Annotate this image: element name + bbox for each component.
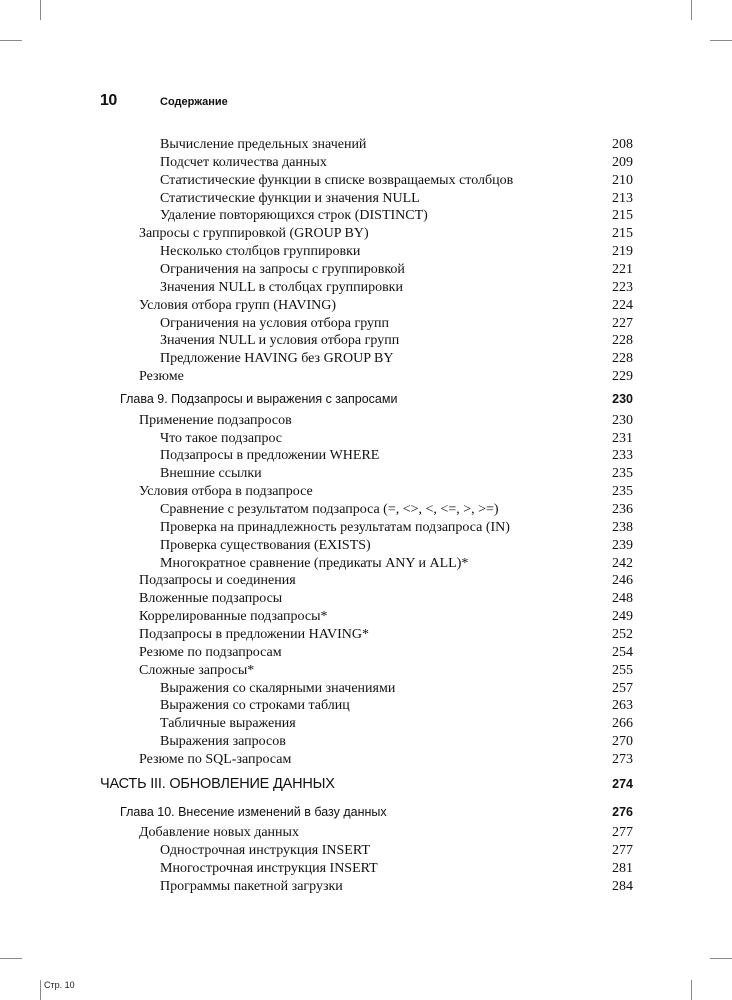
crop-mark — [40, 980, 41, 1000]
toc-row — [0, 190, 732, 208]
toc-row — [0, 279, 732, 297]
toc-entry-title: Проверка на принадлежность результатам подзапроса (IN) — [160, 519, 510, 535]
toc-entry-title: Многократное сравнение (предикаты ANY и ALL)* — [160, 555, 469, 571]
crop-mark — [40, 0, 41, 20]
toc-row — [0, 412, 732, 430]
toc-row — [0, 751, 732, 769]
toc-entry-page: 242 — [612, 555, 633, 571]
toc-entry-title: Резюме — [139, 369, 184, 385]
toc-entry-title: Запросы с группировкой (GROUP BY) — [139, 226, 369, 242]
toc-entry-page: 284 — [612, 879, 633, 894]
toc-row — [0, 297, 732, 315]
toc-entry-page: 230 — [612, 412, 633, 428]
toc-row — [0, 555, 732, 573]
toc-entry-title: Выражения запросов — [160, 734, 286, 750]
toc-entry-page: 230 — [612, 391, 633, 406]
toc-row — [0, 715, 732, 733]
toc-row — [0, 662, 732, 680]
toc-entry-page: 277 — [612, 843, 633, 859]
toc-row — [0, 644, 732, 662]
toc-entry-page: 246 — [612, 573, 633, 589]
crop-mark — [0, 40, 22, 41]
toc-entry-page: 233 — [612, 448, 633, 464]
toc-row — [0, 860, 732, 878]
toc-entry-title: Подсчет количества данных — [160, 154, 327, 170]
toc-row — [0, 733, 732, 751]
toc-entry-title: Резюме по SQL-запросам — [139, 751, 292, 767]
toc-row — [0, 483, 732, 501]
toc-row — [0, 368, 732, 386]
toc-entry-title: Вложенные подзапросы — [139, 591, 283, 607]
toc-chapter-row — [0, 390, 732, 408]
toc-entry-page: 208 — [612, 137, 633, 152]
toc-row — [0, 465, 732, 483]
toc-entry-page: 255 — [612, 662, 633, 678]
toc-entry-title: Предложение HAVING без GROUP BY — [160, 351, 394, 367]
toc-entry-title: Глава 10. Внесение изменений в базу данных — [120, 804, 387, 819]
header-title: Содержание — [160, 96, 228, 108]
toc-entry-title: Статистические функции и значения NULL — [160, 190, 420, 206]
toc-entry-page: 266 — [612, 716, 633, 732]
toc-entry-title: Подзапросы в предложении HAVING* — [139, 626, 370, 642]
toc-row — [0, 350, 732, 368]
toc-entry-title: Значения NULL и условия отбора групп — [160, 333, 400, 349]
toc-entry-title: Значения NULL в столбцах группировки — [160, 279, 403, 295]
toc-row — [0, 626, 732, 644]
toc-entry-page: 231 — [612, 430, 633, 446]
toc-row — [0, 172, 732, 190]
toc-entry-title: Ограничения на условия отбора групп — [160, 315, 389, 331]
toc-entry-page: 276 — [612, 804, 633, 819]
toc-row — [0, 136, 732, 154]
toc-entry-page: 213 — [612, 190, 633, 206]
crop-mark — [0, 958, 22, 959]
toc-entry-page: 227 — [612, 315, 633, 331]
toc-entry-title: Подзапросы в предложении WHERE — [160, 448, 380, 464]
toc-row — [0, 243, 732, 261]
toc-entry-page: 257 — [612, 680, 633, 696]
toc-entry-title: Программы пакетной загрузки — [160, 879, 343, 894]
toc-row — [0, 697, 732, 715]
toc-entry-title: Несколько столбцов группировки — [160, 244, 361, 260]
toc-entry-title: Многострочная инструкция INSERT — [160, 861, 378, 877]
toc-entry-page: 263 — [612, 698, 633, 714]
toc-entry-page: 254 — [612, 644, 633, 660]
toc-entry-page: 236 — [612, 502, 633, 517]
toc-chapter-row — [0, 803, 732, 821]
toc-row — [0, 207, 732, 225]
toc-entry-page: 238 — [612, 519, 633, 535]
toc-row — [0, 572, 732, 590]
toc-entry-title: Коррелированные подзапросы* — [139, 609, 328, 625]
toc-entry-page: 219 — [612, 244, 633, 260]
toc-row — [0, 680, 732, 698]
toc-row — [0, 501, 732, 519]
toc-entry-title: Добавление новых данных — [139, 825, 299, 841]
toc-entry-title: Подзапросы и соединения — [139, 573, 296, 589]
toc-entry-page: 239 — [612, 537, 633, 553]
crop-mark — [691, 980, 692, 1000]
toc-row — [0, 878, 732, 896]
toc-entry-title: Условия отбора групп (HAVING) — [139, 297, 337, 313]
toc-entry-page: 228 — [612, 351, 633, 367]
toc-row — [0, 537, 732, 555]
toc-entry-title: Резюме по подзапросам — [139, 644, 282, 660]
toc-entry-title: Условия отбора в подзапросе — [139, 484, 313, 500]
toc-row — [0, 332, 732, 350]
toc-entry-page: 252 — [612, 626, 633, 642]
running-header — [100, 92, 228, 112]
toc-entry-page: 274 — [612, 776, 633, 791]
toc-row — [0, 590, 732, 608]
toc-entry-title: Удаление повторяющихся строк (DISTINCT) — [160, 208, 428, 224]
toc-entry-page: 277 — [612, 825, 633, 841]
crop-mark — [710, 40, 732, 41]
toc-part-row — [0, 775, 732, 793]
toc-entry-title: Выражения со строками таблиц — [160, 698, 350, 714]
toc-entry-page: 281 — [612, 861, 633, 877]
toc-entry-title: Однострочная инструкция INSERT — [160, 843, 370, 859]
toc-entry-page: 249 — [612, 609, 633, 625]
footer-page-label: Стр. 10 — [44, 980, 75, 990]
crop-mark — [710, 958, 732, 959]
page-number: 10 — [100, 92, 117, 109]
toc-entry-title: Статистические функции в списке возвращаемых столбцов — [160, 172, 514, 188]
toc-entry-title: Ограничения на запросы с группировкой — [160, 261, 405, 277]
toc-entry-title: Применение подзапросов — [139, 412, 292, 428]
toc-row — [0, 261, 732, 279]
toc-entry-page: 210 — [612, 172, 633, 188]
toc-entry-title: ЧАСТЬ III. ОБНОВЛЕНИЕ ДАННЫХ — [100, 775, 335, 792]
toc-entry-page: 224 — [612, 297, 633, 313]
toc-entry-title: Внешние ссылки — [160, 466, 262, 482]
toc-entry-title: Вычисление предельных значений — [160, 137, 367, 152]
toc-entry-page: 235 — [612, 484, 633, 500]
toc-entry-title: Сложные запросы* — [139, 662, 255, 678]
toc-row — [0, 447, 732, 465]
toc-entry-page: 248 — [612, 591, 633, 607]
toc-row — [0, 154, 732, 172]
toc-entry-page: 273 — [612, 751, 633, 767]
toc-entry-title: Что такое подзапрос — [160, 430, 283, 446]
toc-row — [0, 430, 732, 448]
toc-row — [0, 315, 732, 333]
toc-entry-page: 235 — [612, 466, 633, 482]
toc-entry-title: Табличные выражения — [160, 716, 296, 732]
toc-entry-page: 215 — [612, 226, 633, 242]
toc-entry-title: Выражения со скалярными значениями — [160, 680, 396, 696]
toc-row — [0, 608, 732, 626]
toc-entry-page: 228 — [612, 333, 633, 349]
toc-entry-page: 229 — [612, 369, 633, 385]
toc-entry-page: 215 — [612, 208, 633, 224]
toc-entry-page: 209 — [612, 154, 633, 170]
toc-entry-title: Сравнение с результатом подзапроса (=, <>, <, <=, >, >=) — [160, 502, 499, 517]
toc-entry-page: 270 — [612, 734, 633, 750]
toc-entry-page: 223 — [612, 279, 633, 295]
crop-mark — [691, 0, 692, 20]
toc-row — [0, 824, 732, 842]
toc-row — [0, 519, 732, 537]
toc-entry-page: 221 — [612, 261, 633, 277]
toc-row — [0, 842, 732, 860]
toc-entry-title: Проверка существования (EXISTS) — [160, 537, 371, 553]
toc-row — [0, 225, 732, 243]
toc-entry-title: Глава 9. Подзапросы и выражения с запросами — [120, 391, 398, 406]
